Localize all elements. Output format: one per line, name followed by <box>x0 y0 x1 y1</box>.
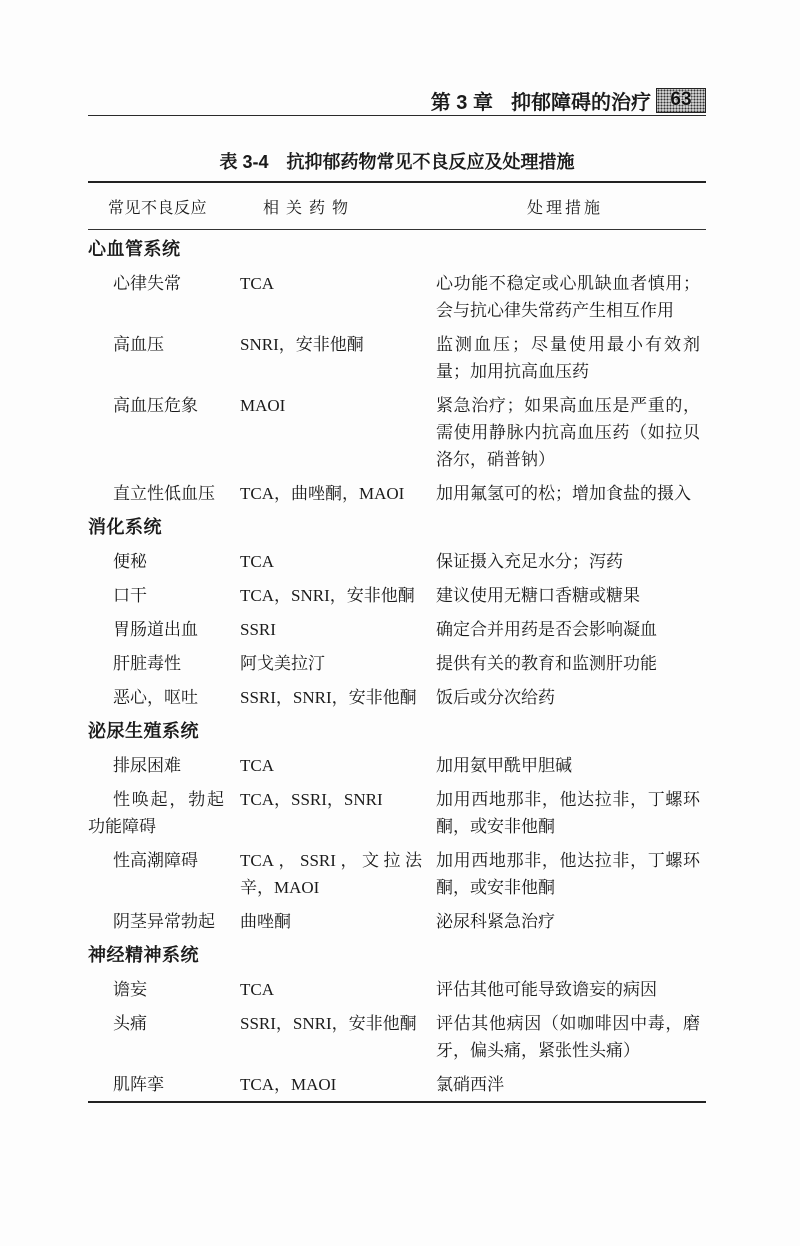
management-cell: 提供有关的教育和监测肝功能 <box>436 653 657 673</box>
reaction-cell: 高血压危象 <box>113 395 198 415</box>
table-label: 表 3-4 <box>219 152 269 172</box>
drugs-cell: SNRI，安非他酮 <box>240 334 364 354</box>
table-header-row <box>88 183 706 230</box>
drugs-cell: SSRI，SNRI，安非他酮 <box>240 1013 417 1033</box>
drugs-cell: 阿戈美拉汀 <box>240 653 325 673</box>
drugs-cell: TCA <box>240 551 274 571</box>
page-header <box>88 86 706 116</box>
adverse-reactions-table <box>88 181 706 1103</box>
table-row <box>88 476 706 510</box>
reaction-cell: 直立性低血压 <box>113 483 215 503</box>
table-row <box>88 612 706 646</box>
management-cell: 氯硝西泮 <box>436 1074 504 1094</box>
section-header-row <box>88 510 706 544</box>
column-header-management: 处理措施 <box>527 200 604 217</box>
reaction-cell: 排尿困难 <box>113 755 181 775</box>
management-cell: 评估其他病因（如咖啡因中毒，磨牙，偏头痛，紧张性头痛） <box>436 1013 700 1060</box>
table-row <box>88 782 706 843</box>
chapter-label: 第 3 章 <box>430 92 493 114</box>
management-cell: 确定合并用药是否会影响凝血 <box>436 619 657 639</box>
reaction-cell: 肌阵挛 <box>113 1074 164 1094</box>
column-header-drugs: 相关药物 <box>263 200 356 217</box>
page-number: 63 <box>656 88 706 113</box>
reaction-cell: 阴茎异常勃起 <box>113 911 215 931</box>
reaction-cell: 心律失常 <box>113 273 181 293</box>
management-cell: 评估其他可能导致谵妄的病因 <box>436 979 657 999</box>
management-cell: 紧急治疗；如果高血压是严重的，需使用静脉内抗高血压药（如拉贝洛尔，硝普钠） <box>436 395 700 469</box>
drugs-cell: TCA，曲唑酮，MAOI <box>240 483 405 503</box>
management-cell: 饭后或分次给药 <box>436 687 555 707</box>
table-row <box>88 972 706 1006</box>
section-title: 神经精神系统 <box>88 944 199 965</box>
table-row <box>88 544 706 578</box>
table-row <box>88 748 706 782</box>
drugs-cell: TCA，SSRI，文拉法辛，MAOI <box>240 850 422 897</box>
drugs-cell: TCA，SNRI，安非他酮 <box>240 585 415 605</box>
drugs-cell: MAOI <box>240 395 286 415</box>
reaction-cell: 胃肠道出血 <box>113 619 198 639</box>
reaction-cell: 性唤起，勃起功能障碍 <box>88 789 224 836</box>
management-cell: 加用西地那非，他达拉非，丁螺环酮，或安非他酮 <box>436 850 700 897</box>
drugs-cell: SSRI，SNRI，安非他酮 <box>240 687 417 707</box>
section-title: 泌尿生殖系统 <box>88 720 199 741</box>
table-row <box>88 680 706 714</box>
table-row <box>88 843 706 904</box>
table-row <box>88 904 706 938</box>
management-cell: 加用氟氢可的松；增加食盐的摄入 <box>436 483 691 503</box>
section-header-row <box>88 714 706 748</box>
table-body <box>88 230 706 1101</box>
section-header-row <box>88 938 706 972</box>
drugs-cell: TCA <box>240 755 274 775</box>
drugs-cell: TCA，SSRI，SNRI <box>240 789 383 809</box>
table-title <box>88 150 706 174</box>
table-row <box>88 1067 706 1101</box>
section-header-row <box>88 232 706 266</box>
drugs-cell: TCA <box>240 979 274 999</box>
reaction-cell: 性高潮障碍 <box>113 850 198 870</box>
chapter-title: 抑郁障碍的治疗 <box>511 92 651 114</box>
reaction-cell: 高血压 <box>113 334 164 354</box>
table-row <box>88 646 706 680</box>
management-cell: 泌尿科紧急治疗 <box>436 911 555 931</box>
table-title-text: 抗抑郁药物常见不良反应及处理措施 <box>286 152 575 172</box>
drugs-cell: SSRI <box>240 619 276 639</box>
management-cell: 加用氨甲酰甲胆碱 <box>436 755 572 775</box>
table-row <box>88 1006 706 1067</box>
table-row <box>88 266 706 327</box>
reaction-cell: 头痛 <box>113 1013 147 1033</box>
reaction-cell: 口干 <box>113 585 147 605</box>
drugs-cell: 曲唑酮 <box>240 911 291 931</box>
drugs-cell: TCA <box>240 273 274 293</box>
table-row <box>88 327 706 388</box>
table-row <box>88 578 706 612</box>
section-title: 消化系统 <box>88 516 162 537</box>
management-cell: 加用西地那非，他达拉非，丁螺环酮，或安非他酮 <box>436 789 700 836</box>
section-title: 心血管系统 <box>88 238 181 259</box>
drugs-cell: TCA，MAOI <box>240 1074 337 1094</box>
table-row <box>88 388 706 476</box>
reaction-cell: 谵妄 <box>113 979 147 999</box>
reaction-cell: 恶心，呕吐 <box>113 687 198 707</box>
column-header-reaction: 常见不良反应 <box>108 200 208 217</box>
management-cell: 心功能不稳定或心肌缺血者慎用；会与抗心律失常药产生相互作用 <box>436 273 700 320</box>
management-cell: 保证摄入充足水分；泻药 <box>436 551 623 571</box>
management-cell: 建议使用无糖口香糖或糖果 <box>436 585 640 605</box>
reaction-cell: 肝脏毒性 <box>113 653 181 673</box>
management-cell: 监测血压；尽量使用最小有效剂量；加用抗高血压药 <box>436 334 700 381</box>
reaction-cell: 便秘 <box>113 551 147 571</box>
